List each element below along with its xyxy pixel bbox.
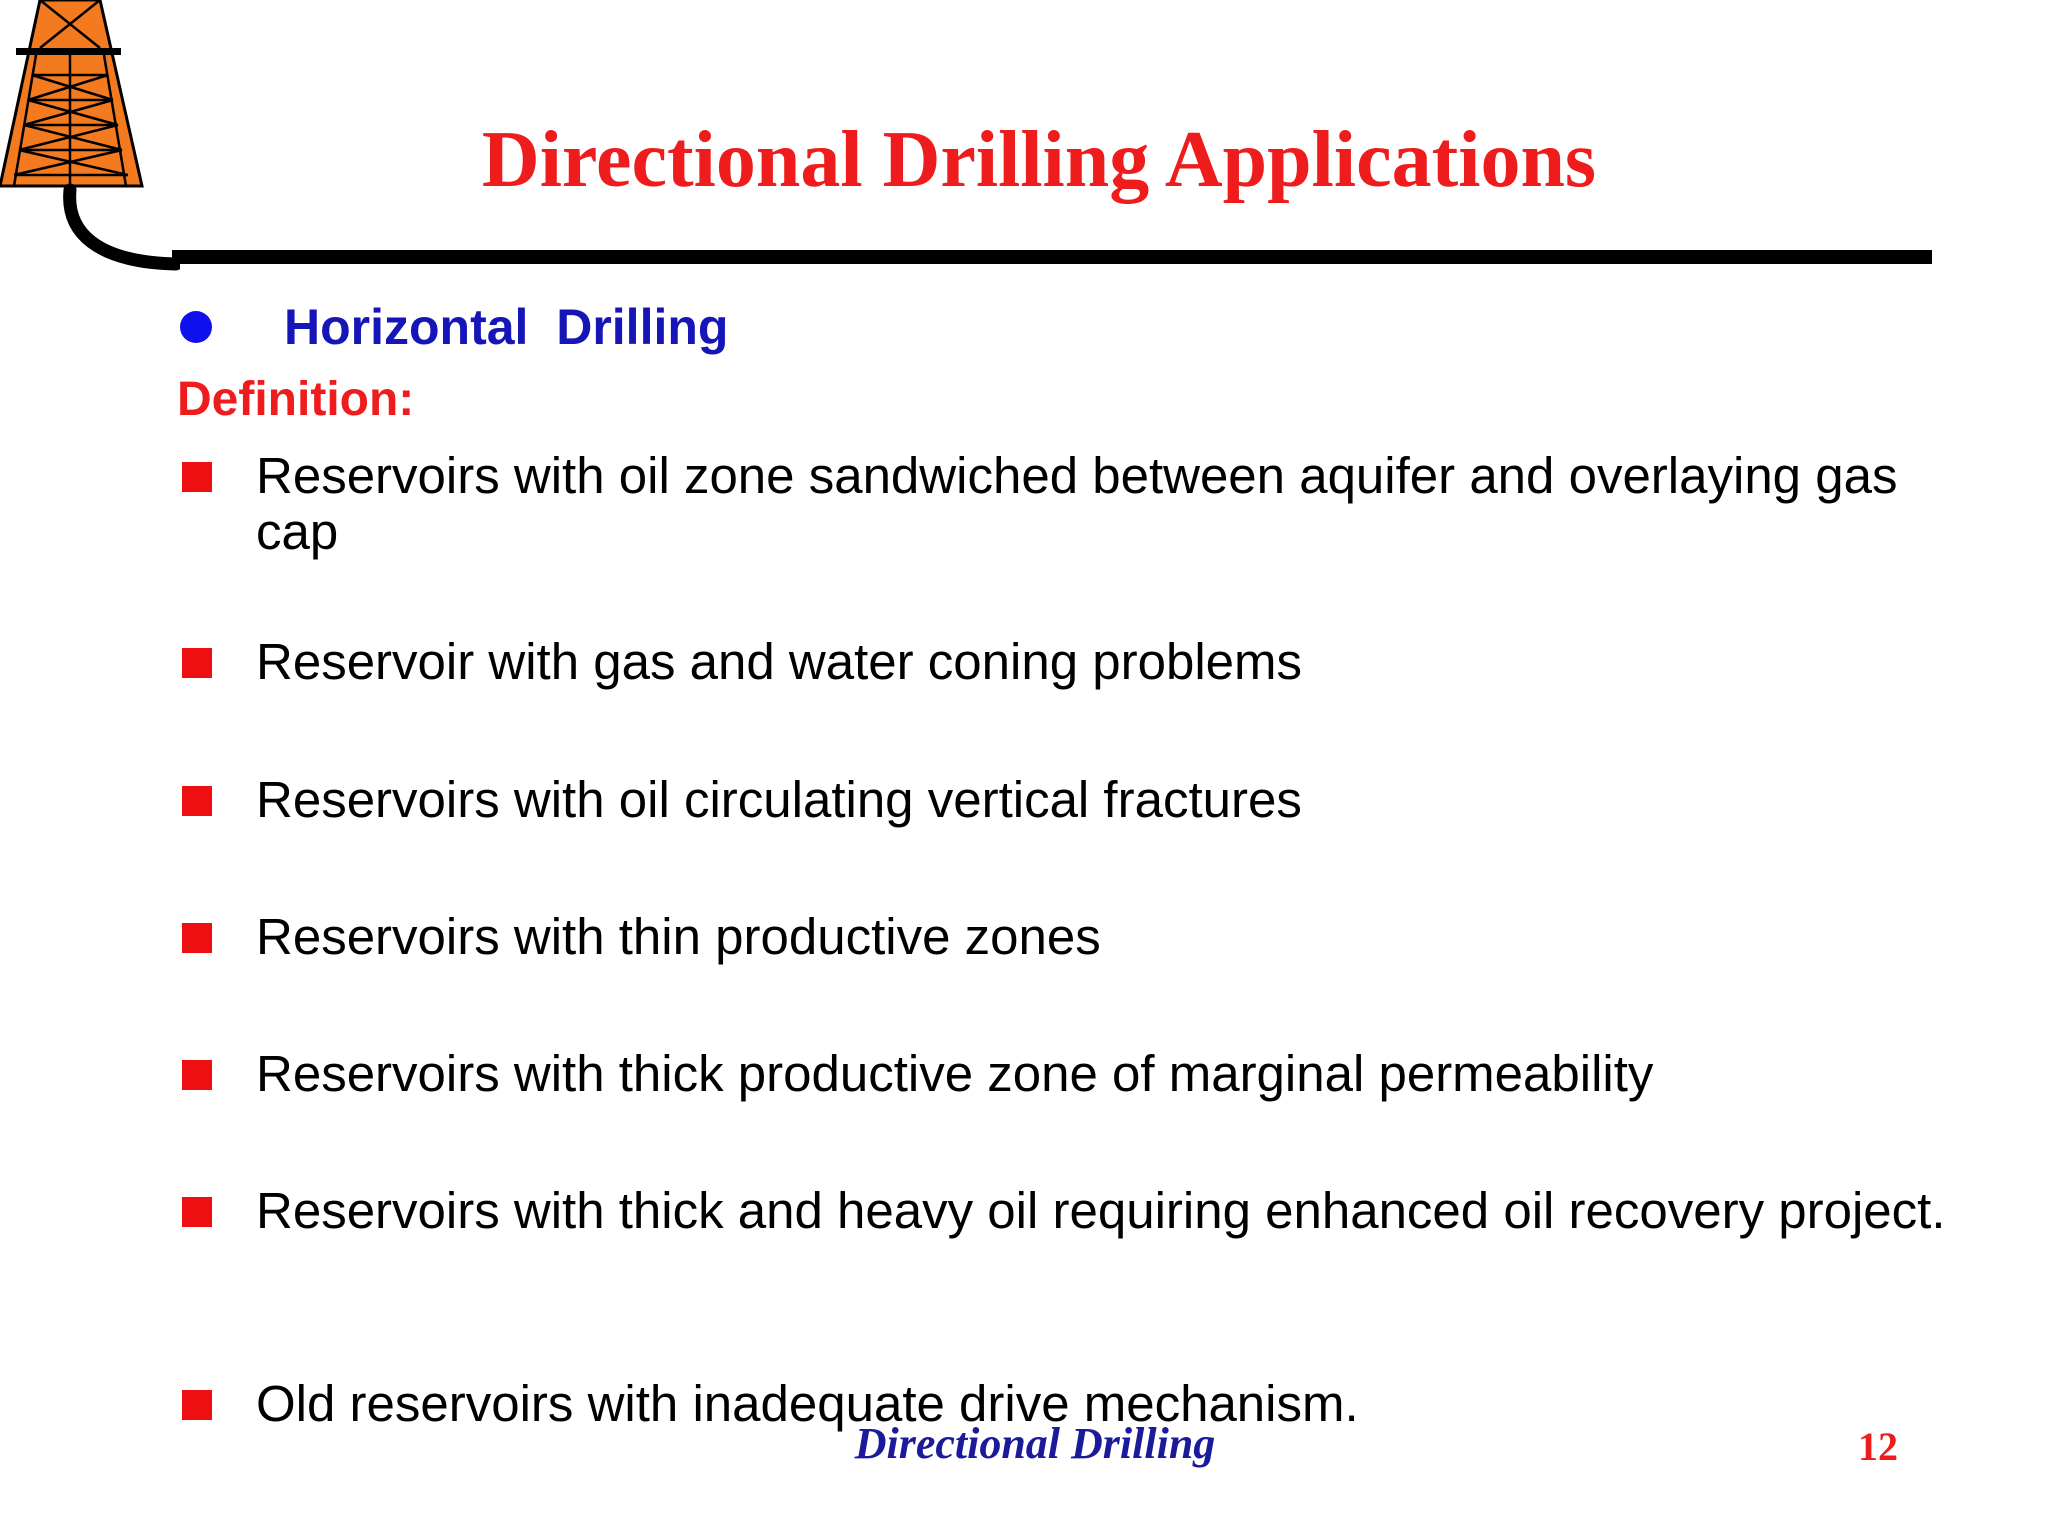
list-item-text: Reservoirs with thin productive zones [256,908,1101,965]
square-bullet-icon [182,1197,212,1227]
circle-bullet-icon [180,311,212,343]
list-item-text: Reservoir with gas and water coning problems [256,633,1302,690]
main-bullet-label: Horizontal Drilling [284,299,729,355]
list-item-text: Reservoirs with thick productive zone of marginal permeability [256,1045,1654,1102]
footer-title: Directional Drilling [854,1419,1216,1468]
list-item-text: Reservoirs with oil zone sandwiched between aquifer and overlaying gas cap [256,447,1898,560]
list-item-text: Reservoirs with thick and heavy oil requiring enhanced oil recovery project. [256,1182,1946,1239]
definition-label: Definition: [177,373,415,426]
list-item-text: Old reservoirs with inadequate drive mechanism. [256,1375,1359,1432]
square-bullet-icon [182,923,212,953]
square-bullet-icon [182,1390,212,1420]
square-bullet-icon [182,786,212,816]
list-item-text: Reservoirs with oil circulating vertical fractures [256,771,1302,828]
square-bullet-icon [182,648,212,678]
title-divider [172,250,1932,264]
square-bullet-icon [182,462,212,492]
square-bullet-icon [182,1060,212,1090]
main-bullet [178,296,728,358]
slide-title: Directional Drilling Applications [481,116,1597,204]
page-number: 12 [1858,1424,1898,1469]
